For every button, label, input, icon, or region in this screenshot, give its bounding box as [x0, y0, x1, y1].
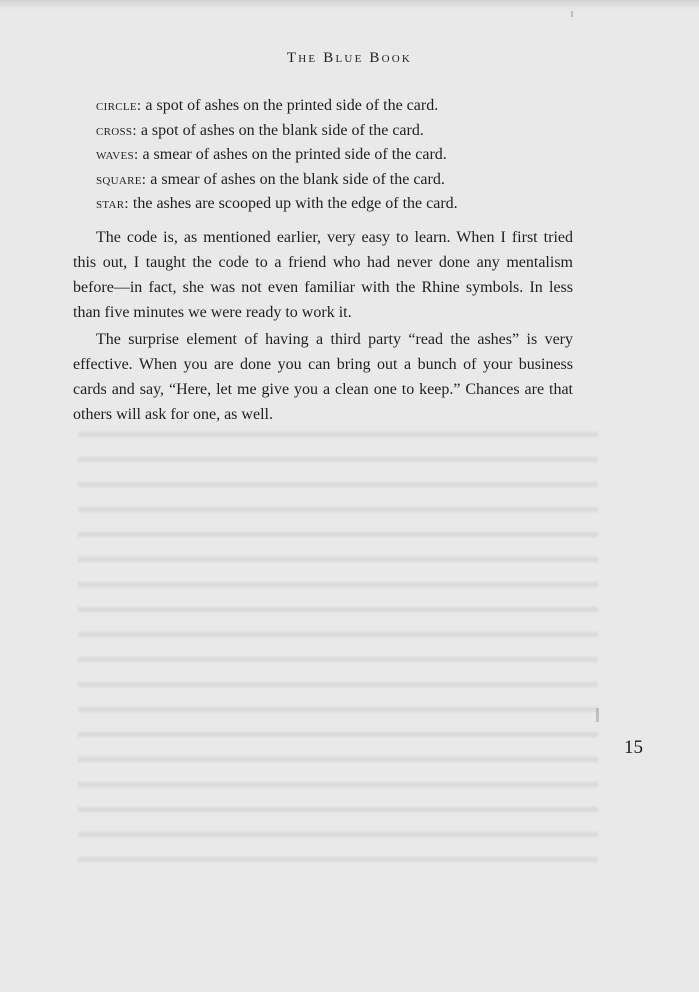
code-term: star: [96, 196, 129, 212]
code-term: square: [96, 171, 147, 188]
code-term: circle: [96, 98, 142, 114]
code-item-cross [96, 119, 573, 144]
page-body [73, 94, 573, 429]
code-item-waves [96, 143, 573, 168]
page-top-edge [0, 0, 699, 10]
scan-mark [596, 708, 599, 722]
code-term: cross: [96, 122, 137, 139]
code-description: a smear of ashes on the blank side of the card. [146, 170, 445, 188]
code-item-star [96, 192, 573, 217]
running-head: The Blue Book [286, 50, 413, 66]
scan-speck [571, 11, 573, 17]
code-description: a spot of ashes on the printed side of the card. [141, 97, 439, 114]
bleed-through-text [78, 420, 598, 880]
code-item-circle [96, 94, 573, 119]
paragraph-code-learning: The code is, as mentioned earlier, very easy to learn. When I first tried this out, I taught the code to a friend who had never done any mentalism before—in fact, she was not even familiar with the Rhine symbols. In less than five minutes we were ready to work it. [73, 228, 573, 321]
code-description: a smear of ashes on the printed side of the card. [138, 146, 447, 163]
page-number: 15 [624, 737, 643, 758]
ash-code-list [73, 94, 573, 217]
code-description: a spot of ashes on the blank side of the card. [136, 121, 424, 139]
paragraph-third-party: The surprise element of having a third party “read the ashes” is very effective. When you are done you can bring out a bunch of your business cards and say, “Here, let me give you a clean one to keep.” Chances are that others will ask for one, as well. [73, 330, 573, 423]
code-description: the ashes are scooped up with the edge of the card. [128, 195, 458, 212]
code-term: waves: [96, 147, 139, 163]
code-item-square [96, 168, 573, 193]
